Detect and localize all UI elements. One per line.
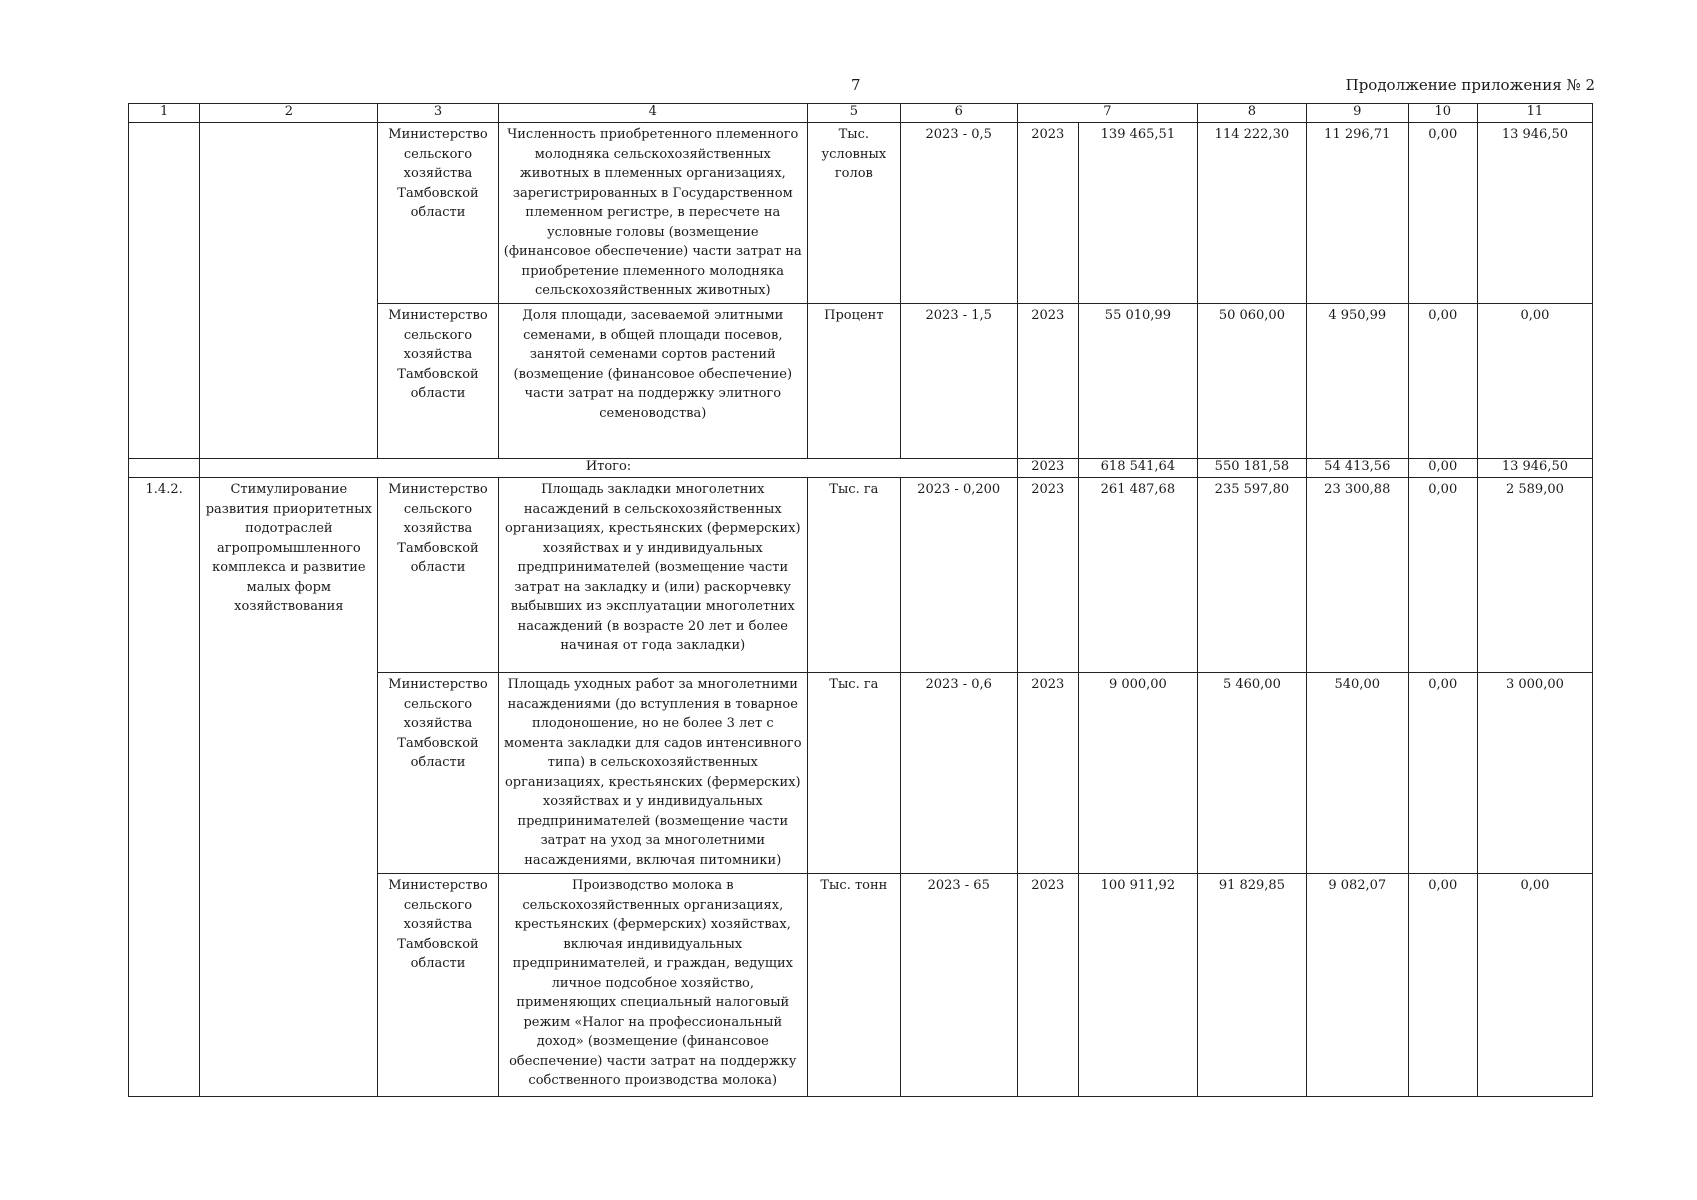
column-number: 6 [900, 104, 1017, 123]
column-number: 5 [808, 104, 901, 123]
column-number: 1 [129, 104, 200, 123]
column-number: 11 [1477, 104, 1592, 123]
unit-cell: Тыс. условных голов [808, 123, 901, 304]
amount-regional-cell: 540,00 [1306, 673, 1408, 874]
appendix-table [128, 103, 1593, 1097]
amount-federal-cell: 5 460,00 [1197, 673, 1306, 874]
column-number: 10 [1408, 104, 1477, 123]
amount-other-cell: 2 589,00 [1477, 478, 1592, 673]
appendix-continuation-title: Продолжение приложения № 2 [1345, 76, 1595, 94]
year-cell: 2023 [1017, 673, 1078, 874]
empty-cell [129, 123, 200, 459]
amount-total-cell: 100 911,92 [1078, 874, 1197, 1097]
amount-federal-cell: 91 829,85 [1197, 874, 1306, 1097]
amount-other-cell: 0,00 [1477, 304, 1592, 459]
unit-cell: Тыс. га [808, 478, 901, 673]
year-cell: 2023 [1017, 874, 1078, 1097]
total-label: Итого: [200, 459, 1017, 478]
executor-cell: Министерство сельского хозяйства Тамбовской области [378, 304, 498, 459]
amount-regional-cell: 9 082,07 [1306, 874, 1408, 1097]
column-number-row [129, 104, 1593, 123]
executor-cell: Министерство сельского хозяйства Тамбовской области [378, 478, 498, 673]
total-other-cell: 13 946,50 [1477, 459, 1592, 478]
target-cell: 2023 - 0,6 [900, 673, 1017, 874]
target-cell: 2023 - 0,200 [900, 478, 1017, 673]
executor-cell: Министерство сельского хозяйства Тамбовской области [378, 874, 498, 1097]
column-number: 3 [378, 104, 498, 123]
year-cell: 2023 [1017, 304, 1078, 459]
indicator-cell: Доля площади, засеваемой элитными семенами, в общей площади посевов, занятой семенами сортов растений (возмещение (финансовое обеспечение) части затрат на поддержку элитного семеноводства) [498, 304, 807, 459]
amount-other-cell: 3 000,00 [1477, 673, 1592, 874]
unit-cell: Тыс. тонн [808, 874, 901, 1097]
amount-local-cell: 0,00 [1408, 478, 1477, 673]
page-number: 7 [851, 76, 861, 94]
indicator-cell: Численность приобретенного племенного молодняка сельскохозяйственных животных в племенных организациях, зарегистрированных в Государственном племенном регистре, в пересчете на условные головы (возмещение (финансовое обеспечение) части затрат на приобретение племенного молодняка сельскохозяйственных животных) [498, 123, 807, 304]
amount-federal-cell: 50 060,00 [1197, 304, 1306, 459]
amount-local-cell: 0,00 [1408, 304, 1477, 459]
indicator-cell: Площадь закладки многолетних насаждений в сельскохозяйственных организациях, крестьянских (фермерских) хозяйствах и у индивидуальных предпринимателей (возмещение части затрат на закладку и (или) раскорчевку выбывших из эксплуатации многолетних насаждений (в возрасте 20 лет и более начиная от года закладки) [498, 478, 807, 673]
column-number: 8 [1197, 104, 1306, 123]
amount-regional-cell: 11 296,71 [1306, 123, 1408, 304]
empty-cell [200, 123, 378, 459]
amount-total-cell: 139 465,51 [1078, 123, 1197, 304]
unit-cell: Процент [808, 304, 901, 459]
amount-local-cell: 0,00 [1408, 123, 1477, 304]
column-number: 7 [1017, 104, 1197, 123]
total-amount-cell: 618 541,64 [1078, 459, 1197, 478]
target-cell: 2023 - 0,5 [900, 123, 1017, 304]
target-cell: 2023 - 1,5 [900, 304, 1017, 459]
amount-regional-cell: 4 950,99 [1306, 304, 1408, 459]
column-number: 2 [200, 104, 378, 123]
executor-cell: Министерство сельского хозяйства Тамбовской области [378, 123, 498, 304]
amount-total-cell: 9 000,00 [1078, 673, 1197, 874]
amount-other-cell: 13 946,50 [1477, 123, 1592, 304]
year-cell: 2023 [1017, 123, 1078, 304]
total-local-cell: 0,00 [1408, 459, 1477, 478]
amount-federal-cell: 235 597,80 [1197, 478, 1306, 673]
indicator-cell: Производство молока в сельскохозяйственных организациях, крестьянских (фермерских) хозяйствах, включая индивидуальных предпринимателей, и граждан, ведущих личное подсобное хозяйство, применяющих специальный налоговый режим «Налог на профессиональный доход» (возмещение (финансовое обеспечение) части затрат на поддержку собственного производства молока) [498, 874, 807, 1097]
executor-cell: Министерство сельского хозяйства Тамбовской области [378, 673, 498, 874]
column-number: 9 [1306, 104, 1408, 123]
amount-local-cell: 0,00 [1408, 874, 1477, 1097]
year-cell: 2023 [1017, 459, 1078, 478]
empty-cell [129, 459, 200, 478]
amount-total-cell: 261 487,68 [1078, 478, 1197, 673]
amount-federal-cell: 114 222,30 [1197, 123, 1306, 304]
table-row [129, 123, 1593, 304]
indicator-cell: Площадь уходных работ за многолетними насаждениями (до вступления в товарное плодоношение, но не более 3 лет с момента закладки для садов интенсивного типа) в сельскохозяйственных организациях, крестьянских (фермерских) хозяйствах и у индивидуальных предпринимателей (возмещение части затрат на уход за многолетними насаждениями, включая питомники) [498, 673, 807, 874]
section-name: Стимулирование развития приоритетных подотраслей агропромышленного комплекса и развитие малых форм хозяйствования [200, 478, 378, 1097]
total-federal-cell: 550 181,58 [1197, 459, 1306, 478]
year-cell: 2023 [1017, 478, 1078, 673]
target-cell: 2023 - 65 [900, 874, 1017, 1097]
column-number: 4 [498, 104, 807, 123]
amount-total-cell: 55 010,99 [1078, 304, 1197, 459]
amount-regional-cell: 23 300,88 [1306, 478, 1408, 673]
table-row [129, 478, 1593, 673]
total-regional-cell: 54 413,56 [1306, 459, 1408, 478]
unit-cell: Тыс. га [808, 673, 901, 874]
amount-other-cell: 0,00 [1477, 874, 1592, 1097]
total-row [129, 459, 1593, 478]
amount-local-cell: 0,00 [1408, 673, 1477, 874]
section-number: 1.4.2. [129, 478, 200, 1097]
